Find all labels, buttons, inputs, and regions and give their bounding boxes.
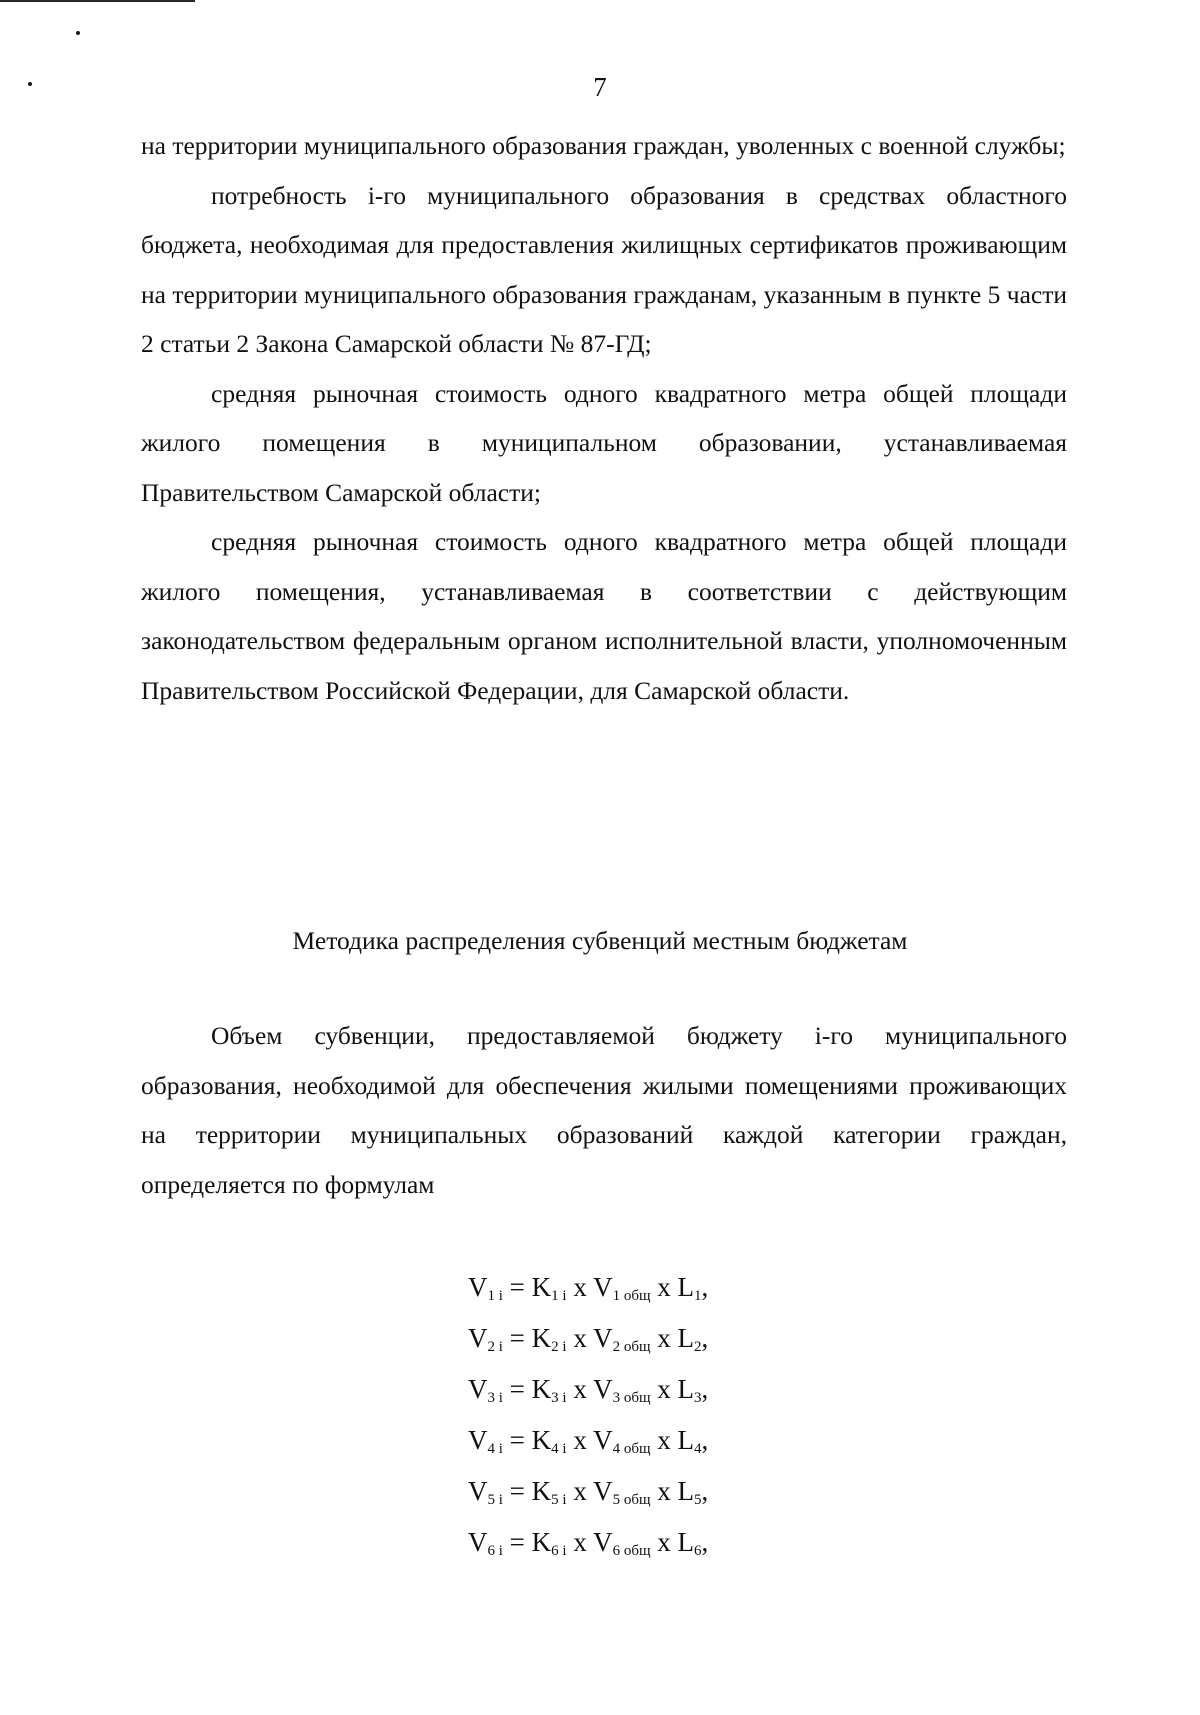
- formula: $V_{5 i} = K_{5 i}$ x $V_{5 общ}$ x $L_5$,: [468, 1476, 709, 1508]
- paragraph: потребность i-го муниципального образования в средствах областного бюджета, необходимая для предоставления жилищных сертификатов проживающим на территории муниципального образования гражданам, указанным в пункте 5 части 2 статьи 2 Закона Самарской области № 87-ГД;: [141, 180, 1067, 358]
- formula: $V_{2 i} = K_{2 i}$ x $V_{2 общ}$ x $L_2$,: [468, 1323, 709, 1355]
- formula: $V_{3 i} = K_{3 i}$ x $V_{3 общ}$ x $L_3$,: [468, 1374, 709, 1406]
- formula: $V_{6 i} = K_{6 i}$ x $V_{6 общ}$ x $L_6$,: [468, 1527, 709, 1559]
- page-number: 7: [593, 72, 607, 102]
- paragraph: на территории муниципального образования граждан, уволенных с военной службы;: [141, 131, 1066, 160]
- formula: $V_{4 i} = K_{4 i}$ x $V_{4 общ}$ x $L_4$,: [468, 1425, 709, 1457]
- section-heading: Методика распределения субвенций местным бюджетам: [292, 926, 908, 955]
- section-intro: [141, 1011, 1067, 1209]
- formula: $V_{1 i} = K_{1 i}$ x $V_{1 общ}$ x $L_1$,: [468, 1272, 709, 1304]
- scan-speck: [76, 31, 80, 35]
- paragraph: средняя рыночная стоимость одного квадратного метра общей площади жилого помещения в муниципальном образовании, устанавливаемая Правительством Самарской области;: [141, 378, 1067, 507]
- paragraph: Объем субвенции, предоставляемой бюджету i-го муниципального образования, необходимой для обеспечения жилыми помещениями проживающих на территории муниципальных образований каждой категории граждан, определяется по формулам: [141, 1021, 1067, 1199]
- paragraph: средняя рыночная стоимость одного квадратного метра общей площади жилого помещения, устанавливаемая в соответствии с действующим законодательством федеральным органом исполнительной власти, уполномоченным Правительством Российской Федерации, для Самарской области.: [141, 527, 1067, 705]
- body-text: [141, 121, 1067, 715]
- formula-list: [468, 1262, 708, 1568]
- scan-edge-line: [0, 0, 195, 2]
